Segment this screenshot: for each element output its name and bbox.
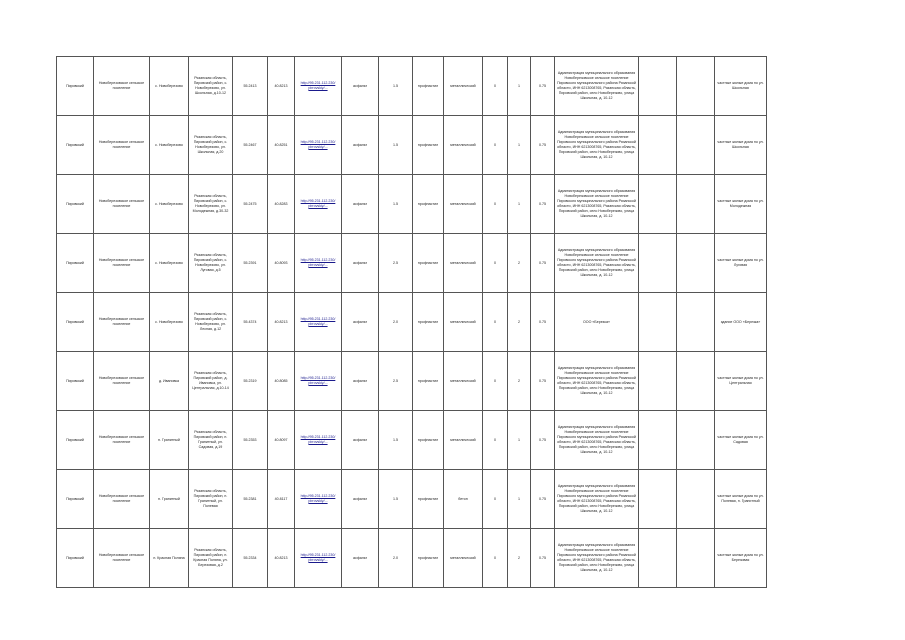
locality-cell: с. Новоберезово <box>150 175 189 234</box>
area-cell: 2.0 <box>379 529 413 588</box>
longitude-cell: 40.8213 <box>268 529 295 588</box>
containers-count-cell: 1 <box>508 116 531 175</box>
table-row <box>57 116 767 175</box>
table-row <box>57 293 767 352</box>
latitude-cell: 55.2391 <box>233 234 268 293</box>
empty-cell <box>677 352 715 411</box>
empty-cell <box>677 293 715 352</box>
locality-cell: с. Новоберезово <box>150 234 189 293</box>
fence-cell: металлический <box>444 234 483 293</box>
area-cell: 2.0 <box>379 293 413 352</box>
waste-source-cell: частные жилые дома по ул. Полевая, п. Гранитный <box>715 470 767 529</box>
containers-count-cell: 2 <box>508 293 531 352</box>
volume-cell: 0.75 <box>531 529 555 588</box>
map-link[interactable]: http://95.231.112.230/ pirrovskiy/... <box>295 234 342 293</box>
containers-planned-cell: 0 <box>483 234 508 293</box>
containers-planned-cell: 0 <box>483 116 508 175</box>
volume-cell: 0.75 <box>531 352 555 411</box>
map-link[interactable]: http://95.231.112.230/ pirrovskiy/... <box>295 529 342 588</box>
empty-cell <box>677 470 715 529</box>
settlement-cell: Новоберезовское сельское поселение <box>94 411 150 470</box>
containers-count-cell: 2 <box>508 529 531 588</box>
empty-cell <box>677 175 715 234</box>
registry-rows <box>57 57 767 588</box>
cover-type-cell: профнастил <box>413 529 444 588</box>
empty-cell <box>677 411 715 470</box>
district-cell: Пировский <box>57 529 94 588</box>
containers-count-cell: 1 <box>508 175 531 234</box>
owner-cell: Администрация муниципального образования Новоберезовское сельское поселение Пировского муниципального района Рязанской области, ИНН 6213008765, Рязанская область, Пировский район, село Новоберезово, улица Школьная, д. 10-12 <box>555 352 639 411</box>
address-cell: Рязанская область, Пировский район, д. Ивановка, ул. Центральная, д.10-14 <box>189 352 233 411</box>
owner-cell: Администрация муниципального образования Новоберезовское сельское поселение Пировского муниципального района Рязанской области, ИНН 6213008765, Рязанская область, Пировский район, село Новоберезово, улица Школьная, д. 10-12 <box>555 411 639 470</box>
owner-cell: Администрация муниципального образования Новоберезовское сельское поселение Пировского муниципального района Рязанской области, ИНН 6213008765, Рязанская область, Пировский район, село Новоберезово, улица Школьная, д. 10-12 <box>555 529 639 588</box>
address-cell: Рязанская область, Пировский район, с. Новоберезово, ул. Школьная, д.10-12 <box>189 57 233 116</box>
empty-cell <box>639 234 677 293</box>
longitude-cell: 40.8283 <box>268 175 295 234</box>
owner-cell: Администрация муниципального образования Новоберезовское сельское поселение Пировского муниципального района Рязанской области, ИНН 6213008765, Рязанская область, Пировский район, село Новоберезово, улица Школьная, д. 10-12 <box>555 234 639 293</box>
address-cell: Рязанская область, Пировский район, с. Новоберезово, ул. Луговая, д.5 <box>189 234 233 293</box>
owner-cell: Администрация муниципального образования Новоберезовское сельское поселение Пировского муниципального района Рязанской области, ИНН 6213008765, Рязанская область, Пировский район, село Новоберезово, улица Школьная, д. 10-12 <box>555 57 639 116</box>
locality-cell: с. Новоберезово <box>150 293 189 352</box>
table-row <box>57 57 767 116</box>
table-row <box>57 175 767 234</box>
containers-planned-cell: 0 <box>483 175 508 234</box>
settlement-cell: Новоберезовское сельское поселение <box>94 352 150 411</box>
area-cell: 1.5 <box>379 116 413 175</box>
volume-cell: 0.75 <box>531 411 555 470</box>
area-cell: 1.5 <box>379 57 413 116</box>
area-cell: 2.5 <box>379 352 413 411</box>
owner-cell: Администрация муниципального образования Новоберезовское сельское поселение Пировского муниципального района Рязанской области, ИНН 6213008765, Рязанская область, Пировский район, село Новоберезово, улица Школьная, д. 10-12 <box>555 175 639 234</box>
cover-type-cell: профнастил <box>413 352 444 411</box>
settlement-cell: Новоберезовское сельское поселение <box>94 470 150 529</box>
fence-cell: бетон <box>444 470 483 529</box>
waste-source-cell: частные жилые дома по ул. Садовая <box>715 411 767 470</box>
longitude-cell: 40.8097 <box>268 411 295 470</box>
fence-cell: металлический <box>444 175 483 234</box>
empty-cell <box>639 470 677 529</box>
containers-planned-cell: 0 <box>483 352 508 411</box>
address-cell: Рязанская область, Пировский район, с. Новоберезово, ул. Лесная, д.12 <box>189 293 233 352</box>
settlement-cell: Новоберезовское сельское поселение <box>94 175 150 234</box>
area-cell: 1.5 <box>379 175 413 234</box>
containers-planned-cell: 0 <box>483 293 508 352</box>
longitude-cell: 40.8213 <box>268 293 295 352</box>
fence-cell: металлический <box>444 529 483 588</box>
volume-cell: 0.75 <box>531 116 555 175</box>
table-row <box>57 529 767 588</box>
district-cell: Пировский <box>57 57 94 116</box>
waste-source-cell: частные жилые дома по ул. Центральная <box>715 352 767 411</box>
locality-cell: п. Красная Поляна <box>150 529 189 588</box>
address-cell: Рязанская область, Пировский район, п. Гранитный, ул. Садовая, д.19 <box>189 411 233 470</box>
volume-cell: 0.75 <box>531 234 555 293</box>
volume-cell: 0.75 <box>531 175 555 234</box>
locality-cell: п. Гранитный <box>150 411 189 470</box>
latitude-cell: 55.4374 <box>233 293 268 352</box>
fence-cell: металлический <box>444 411 483 470</box>
settlement-cell: Новоберезовское сельское поселение <box>94 116 150 175</box>
empty-cell <box>639 529 677 588</box>
map-link[interactable]: http://95.231.112.230/ pirrovskiy/... <box>295 175 342 234</box>
map-link[interactable]: http://95.231.112.230/ pirrovskiy/... <box>295 411 342 470</box>
address-cell: Рязанская область, Пировский район, п. Красная Поляна, ул. Березовая, д.2 <box>189 529 233 588</box>
surface-cell: асфальт <box>342 116 379 175</box>
waste-source-cell: частные жилые дома по ул. Школьная <box>715 116 767 175</box>
surface-cell: асфальт <box>342 293 379 352</box>
empty-cell <box>677 57 715 116</box>
containers-count-cell: 1 <box>508 57 531 116</box>
containers-count-cell: 1 <box>508 470 531 529</box>
empty-cell <box>677 116 715 175</box>
surface-cell: асфальт <box>342 411 379 470</box>
waste-source-cell: частные жилые дома по ул. Молодежная <box>715 175 767 234</box>
containers-count-cell: 2 <box>508 234 531 293</box>
area-cell: 1.5 <box>379 411 413 470</box>
longitude-cell: 40.8085 <box>268 352 295 411</box>
settlement-cell: Новоберезовское сельское поселение <box>94 529 150 588</box>
surface-cell: асфальт <box>342 57 379 116</box>
cover-type-cell: профнастил <box>413 470 444 529</box>
latitude-cell: 55.2413 <box>233 57 268 116</box>
map-link[interactable]: http://95.231.112.230/ pirrovskiy/... <box>295 293 342 352</box>
empty-cell <box>639 352 677 411</box>
longitude-cell: 40.8251 <box>268 116 295 175</box>
table-row <box>57 352 767 411</box>
empty-cell <box>677 529 715 588</box>
latitude-cell: 55.2467 <box>233 116 268 175</box>
area-cell: 2.5 <box>379 234 413 293</box>
longitude-cell: 40.8213 <box>268 57 295 116</box>
area-cell: 1.5 <box>379 470 413 529</box>
locality-cell: д. Ивановка <box>150 352 189 411</box>
district-cell: Пировский <box>57 234 94 293</box>
latitude-cell: 55.2334 <box>233 529 268 588</box>
containers-count-cell: 1 <box>508 411 531 470</box>
surface-cell: асфальт <box>342 175 379 234</box>
containers-count-cell: 2 <box>508 352 531 411</box>
locality-cell: п. Гранитный <box>150 470 189 529</box>
address-cell: Рязанская область, Пировский район, с. Новоберезово, ул. Школьная, д.20 <box>189 116 233 175</box>
locality-cell: с. Новоберезово <box>150 116 189 175</box>
latitude-cell: 55.2381 <box>233 470 268 529</box>
district-cell: Пировский <box>57 116 94 175</box>
empty-cell <box>639 57 677 116</box>
surface-cell: асфальт <box>342 470 379 529</box>
empty-cell <box>639 293 677 352</box>
volume-cell: 0.75 <box>531 470 555 529</box>
latitude-cell: 55.2475 <box>233 175 268 234</box>
cover-type-cell: профнастил <box>413 234 444 293</box>
longitude-cell: 40.8093 <box>268 234 295 293</box>
cover-type-cell: профнастил <box>413 175 444 234</box>
containers-planned-cell: 0 <box>483 411 508 470</box>
owner-cell: ООО «Березка» <box>555 293 639 352</box>
address-cell: Рязанская область, Пировский район, с. Новоберезово, ул. Молодежная, д.30-32 <box>189 175 233 234</box>
surface-cell: асфальт <box>342 529 379 588</box>
table-row <box>57 234 767 293</box>
map-link[interactable]: http://95.231.112.230/ pirrovskiy/... <box>295 116 342 175</box>
map-link[interactable]: http://95.231.112.230/ pirrovskiy/... <box>295 352 342 411</box>
surface-cell: асфальт <box>342 234 379 293</box>
document-sheet <box>56 56 766 588</box>
waste-source-cell: здание ООО «Березка» <box>715 293 767 352</box>
locality-cell: с. Новоберезово <box>150 57 189 116</box>
empty-cell <box>677 234 715 293</box>
latitude-cell: 55.2319 <box>233 352 268 411</box>
settlement-cell: Новоберезовское сельское поселение <box>94 234 150 293</box>
district-cell: Пировский <box>57 470 94 529</box>
district-cell: Пировский <box>57 175 94 234</box>
volume-cell: 0.75 <box>531 293 555 352</box>
district-cell: Пировский <box>57 293 94 352</box>
owner-cell: Администрация муниципального образования Новоберезовское сельское поселение Пировского муниципального района Рязанской области, ИНН 6213008765, Рязанская область, Пировский район, село Новоберезово, улица Школьная, д. 10-12 <box>555 116 639 175</box>
district-cell: Пировский <box>57 352 94 411</box>
waste-source-cell: частные жилые дома по ул. Школьная <box>715 57 767 116</box>
table-row <box>57 470 767 529</box>
fence-cell: металлический <box>444 116 483 175</box>
volume-cell: 0.75 <box>531 57 555 116</box>
empty-cell <box>639 175 677 234</box>
cover-type-cell: профнастил <box>413 293 444 352</box>
empty-cell <box>639 116 677 175</box>
waste-source-cell: частные жилые дома по ул. Березовая <box>715 529 767 588</box>
owner-cell: Администрация муниципального образования Новоберезовское сельское поселение Пировского муниципального района Рязанской области, ИНН 6213008765, Рязанская область, Пировский район, село Новоберезово, улица Школьная, д. 10-12 <box>555 470 639 529</box>
fence-cell: металлический <box>444 293 483 352</box>
district-cell: Пировский <box>57 411 94 470</box>
settlement-cell: Новоберезовское сельское поселение <box>94 57 150 116</box>
waste-source-cell: частные жилые дома по ул. Луговая <box>715 234 767 293</box>
address-cell: Рязанская область, Пировский район, п. Гранитный, ул. Полевая <box>189 470 233 529</box>
settlement-cell: Новоберезовское сельское поселение <box>94 293 150 352</box>
registry-table <box>56 56 767 588</box>
map-link[interactable]: http://95.231.112.230/ pirrovskiy/... <box>295 470 342 529</box>
cover-type-cell: профнастил <box>413 116 444 175</box>
longitude-cell: 40.8117 <box>268 470 295 529</box>
map-link[interactable]: http://95.231.112.230/ pirrovskiy/... <box>295 57 342 116</box>
fence-cell: металлический <box>444 352 483 411</box>
cover-type-cell: профнастил <box>413 57 444 116</box>
empty-cell <box>639 411 677 470</box>
cover-type-cell: профнастил <box>413 411 444 470</box>
surface-cell: асфальт <box>342 352 379 411</box>
containers-planned-cell: 0 <box>483 470 508 529</box>
containers-planned-cell: 0 <box>483 529 508 588</box>
fence-cell: металлический <box>444 57 483 116</box>
containers-planned-cell: 0 <box>483 57 508 116</box>
table-row <box>57 411 767 470</box>
latitude-cell: 55.2353 <box>233 411 268 470</box>
